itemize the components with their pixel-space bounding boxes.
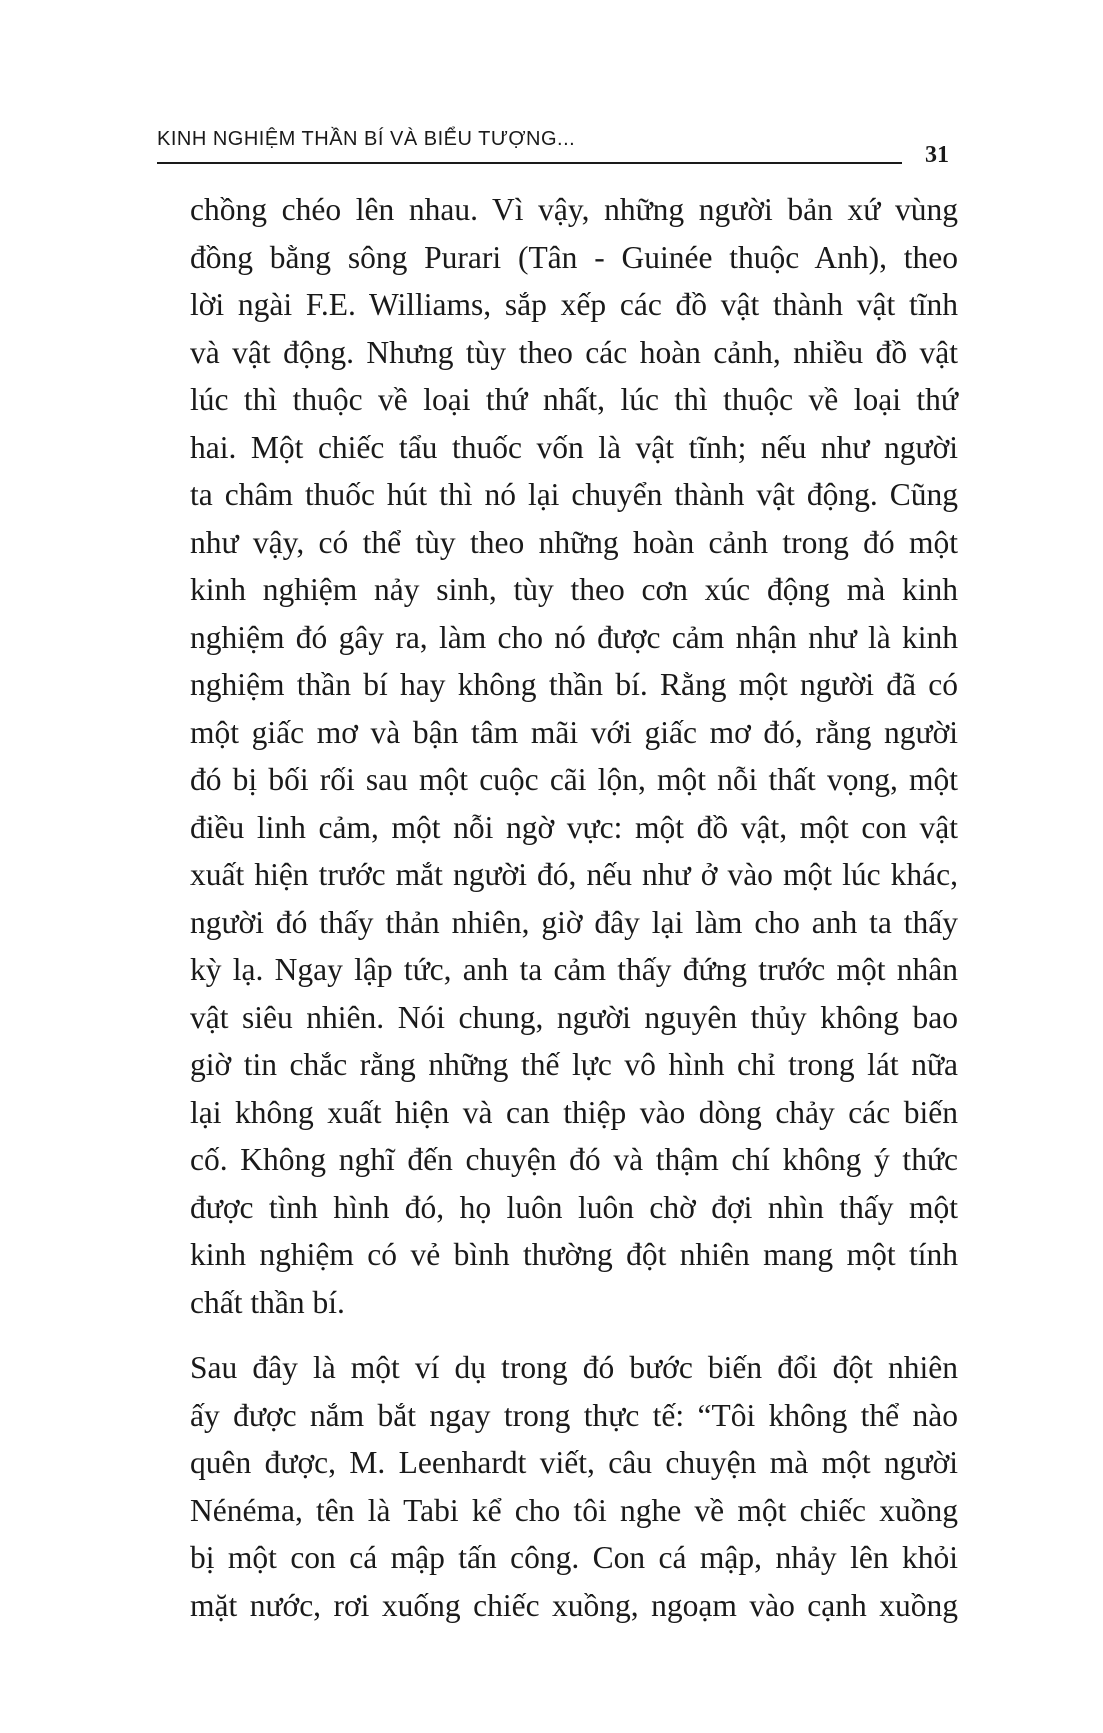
text-line: chồng chéo lên nhau. Vì vậy, những người bản xứ vùng bbox=[190, 192, 958, 227]
text-line: điều linh cảm, một nỗi ngờ vực: một đồ vật, một con vật bbox=[190, 809, 958, 845]
text-line: ấy được nắm bắt ngay trong thực tế: “Tôi không thể nào bbox=[190, 1397, 958, 1433]
text-line: quên được, M. Leenhardt viết, câu chuyện mà một người bbox=[190, 1445, 958, 1480]
text-line: đó bị bối rối sau một cuộc cãi lộn, một nỗi thất vọng, một bbox=[190, 762, 958, 797]
text-line: nghiệm đó gây ra, làm cho nó được cảm nhận như là kinh bbox=[190, 619, 958, 655]
text-line: giờ tin chắc rằng những thế lực vô hình chỉ trong lát nữa bbox=[190, 1047, 958, 1082]
text-line: người đó thấy thản nhiên, giờ đây lại làm cho anh ta thấy bbox=[190, 904, 958, 940]
text-line: kinh nghiệm có vẻ bình thường đột nhiên mang một tính bbox=[190, 1237, 958, 1272]
text-line: như vậy, có thể tùy theo những hoàn cảnh trong đó một bbox=[190, 524, 958, 560]
text-line: kinh nghiệm nảy sinh, tùy theo cơn xúc động mà kinh bbox=[190, 572, 958, 607]
text-line: được tình hình đó, họ luôn luôn chờ đợi nhìn thấy một bbox=[190, 1189, 958, 1225]
text-line: bị một con cá mập tấn công. Con cá mập, nhảy lên khỏi bbox=[190, 1540, 958, 1575]
text-line: và vật động. Nhưng tùy theo các hoàn cảnh, nhiều đồ vật bbox=[190, 334, 958, 370]
text-line: cố. Không nghĩ đến chuyện đó và thậm chí không ý thức bbox=[190, 1142, 958, 1177]
text-line: chất thần bí. bbox=[190, 1284, 345, 1320]
running-header bbox=[157, 128, 907, 164]
text-line: lúc thì thuộc về loại thứ nhất, lúc thì thuộc về loại thứ bbox=[190, 382, 958, 417]
text-line: mặt nước, rơi xuống chiếc xuồng, ngoạm vào cạnh xuồng bbox=[190, 1587, 958, 1623]
text-line: một giấc mơ và bận tâm mãi với giấc mơ đó, rằng người bbox=[190, 714, 958, 750]
running-title: KINH NGHIỆM THẦN BÍ VÀ BIỂU TƯỢNG... bbox=[157, 128, 576, 150]
paragraph-gap bbox=[190, 1326, 958, 1344]
text-line: Nénéma, tên là Tabi kể cho tôi nghe về một chiếc xuồng bbox=[190, 1492, 958, 1528]
text-line: Sau đây là một ví dụ trong đó bước biến đổi đột nhiên bbox=[190, 1350, 958, 1385]
body-text bbox=[190, 186, 958, 1629]
text-line: đồng bằng sông Purari (Tân - Guinée thuộc Anh), theo bbox=[190, 239, 958, 275]
text-line: xuất hiện trước mắt người đó, nếu như ở vào một lúc khác, bbox=[190, 857, 958, 892]
paragraph-2 bbox=[190, 1344, 958, 1629]
paragraph-1 bbox=[190, 186, 958, 1326]
text-line: kỳ lạ. Ngay lập tức, anh ta cảm thấy đứng trước một nhân bbox=[190, 952, 958, 987]
text-line: lại không xuất hiện và can thiệp vào dòng chảy các biến bbox=[190, 1094, 958, 1130]
text-line: ta châm thuốc hút thì nó lại chuyển thành vật động. Cũng bbox=[190, 477, 958, 512]
text-line: lời ngài F.E. Williams, sắp xếp các đồ vật thành vật tĩnh bbox=[190, 287, 958, 322]
header-rule bbox=[157, 162, 902, 164]
page-number: 31 bbox=[925, 142, 949, 168]
text-line: vật siêu nhiên. Nói chung, người nguyên thủy không bao bbox=[190, 999, 958, 1035]
text-line: nghiệm thần bí hay không thần bí. Rằng một người đã có bbox=[190, 667, 958, 702]
text-line: hai. Một chiếc tẩu thuốc vốn là vật tĩnh; nếu như người bbox=[190, 429, 958, 465]
